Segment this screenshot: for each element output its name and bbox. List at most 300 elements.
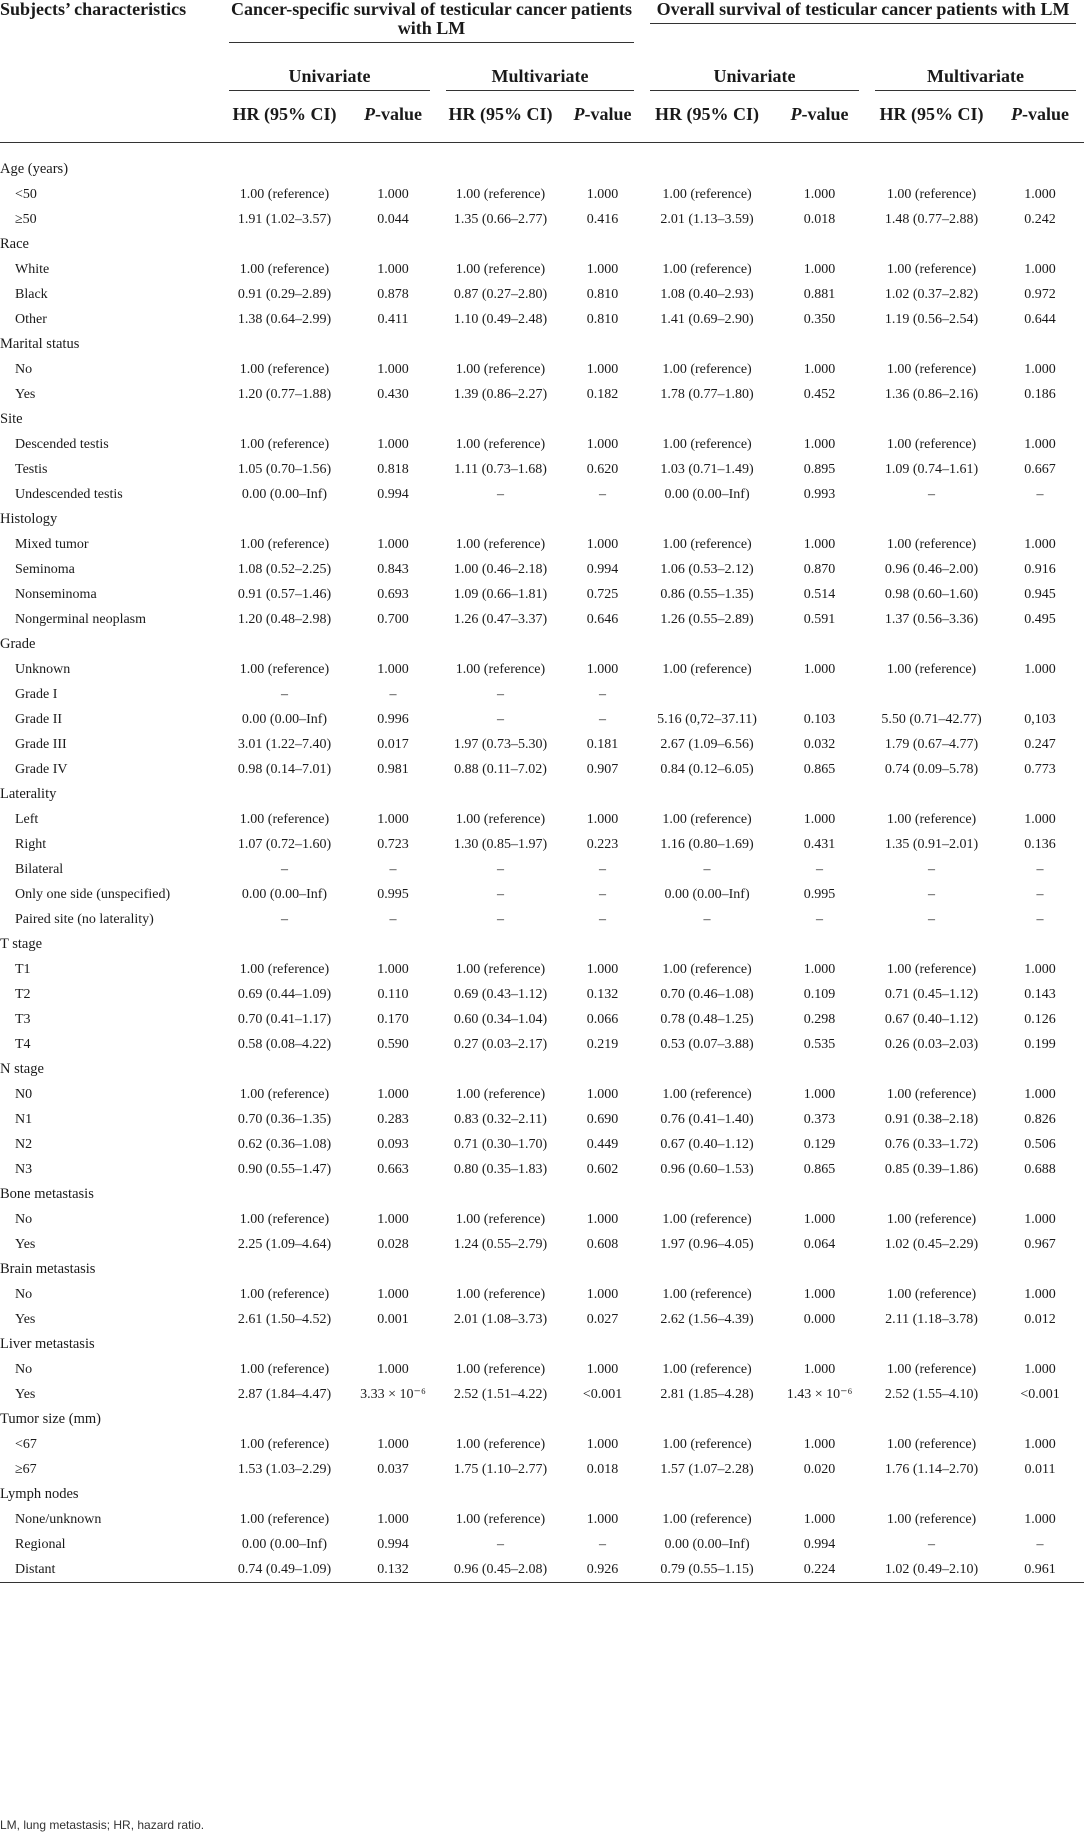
os-uni-hr-cell: 1.00 (reference): [662, 186, 752, 202]
os-uni-p-cell: 1.000: [803, 1086, 836, 1102]
css-multi-p-cell: <0.001: [582, 1386, 623, 1402]
os-uni-p-cell: [772, 682, 867, 707]
css-multi-hr-cell: 0.71 (0.30–1.70): [453, 1136, 548, 1152]
css-uni-p-cell: 1.000: [377, 811, 409, 827]
row-label: Black: [15, 286, 48, 302]
css-multi-hr-cell: 0.60 (0.34–1.04): [453, 1011, 548, 1027]
os-uni-hr-cell: 1.00 (reference): [662, 661, 752, 677]
category-row: [0, 232, 1084, 257]
table-row: [0, 807, 1084, 832]
css-multi-hr-cell: –: [497, 861, 504, 877]
css-uni-p-cell: 1.000: [377, 961, 409, 977]
css-multi-p-cell: 1.000: [586, 436, 619, 452]
css-uni-p-cell: 1.000: [377, 1286, 409, 1302]
os-uni-p-cell: 1.000: [803, 811, 836, 827]
css-uni-p-cell: 1.000: [377, 186, 409, 202]
os-uni-p-cell: 1.000: [803, 261, 836, 277]
os-multi-p-cell: 1.000: [1024, 811, 1056, 827]
os-uni-p-cell: 0.224: [803, 1561, 836, 1577]
os-multi-hr-cell: 1.02 (0.37–2.82): [884, 286, 979, 302]
category-label: Grade: [0, 636, 36, 652]
css-multi-hr-cell: 1.00 (reference): [455, 536, 546, 552]
os-multi-p-cell: 0.136: [1024, 836, 1056, 852]
row-label: Other: [15, 311, 47, 327]
os-uni-hr-cell: 0.86 (0.55–1.35): [660, 586, 754, 602]
css-multi-p-cell: 0.181: [586, 736, 619, 752]
category-row: [0, 1182, 1084, 1207]
css-multi-hr-cell: 1.11 (0.73–1.68): [454, 461, 547, 477]
table-row: [0, 257, 1084, 282]
header-p-letter: P: [364, 104, 375, 124]
css-uni-p-cell: 1.000: [377, 436, 409, 452]
os-uni-hr-cell: 0.96 (0.60–1.53): [660, 1161, 754, 1177]
css-multi-p-cell: 0.620: [586, 461, 619, 477]
css-uni-hr-cell: 1.00 (reference): [239, 1361, 330, 1377]
css-multi-hr-cell: –: [497, 711, 504, 727]
css-multi-hr-cell: 1.75 (1.10–2.77): [453, 1461, 548, 1477]
css-multi-hr-cell: –: [497, 886, 504, 902]
os-uni-hr-cell: 1.78 (0.77–1.80): [660, 386, 754, 402]
os-uni-hr-cell: 1.57 (1.07–2.28): [660, 1461, 754, 1477]
os-uni-hr-cell: 1.97 (0.96–4.05): [660, 1236, 754, 1252]
os-multi-hr-cell: 1.09 (0.74–1.61): [884, 461, 979, 477]
category-label: Histology: [0, 511, 58, 527]
css-multi-p-cell: 0.018: [586, 1461, 619, 1477]
table-row: [0, 357, 1084, 382]
css-multi-p-cell: 0.132: [586, 986, 619, 1002]
table-row: [0, 532, 1084, 557]
row-label: ≥50: [15, 211, 37, 227]
css-uni-hr-cell: 0.98 (0.14–7.01): [237, 761, 332, 777]
table-row: [0, 1007, 1084, 1032]
css-multi-p-cell: 0.646: [586, 611, 619, 627]
css-uni-hr-cell: 1.00 (reference): [239, 436, 330, 452]
row-label: Mixed tumor: [15, 536, 89, 552]
os-multi-p-cell: 1.000: [1024, 661, 1056, 677]
row-label: Only one side (unspecified): [15, 886, 171, 902]
css-multi-p-cell: 1.000: [586, 536, 619, 552]
os-multi-hr-cell: 0.74 (0.09–5.78): [884, 761, 979, 777]
css-uni-hr-cell: 1.38 (0.64–2.99): [237, 311, 332, 327]
table-row: [0, 582, 1084, 607]
css-uni-hr-cell: 2.87 (1.84–4.47): [237, 1386, 332, 1402]
os-uni-p-cell: 0.591: [803, 611, 836, 627]
os-multi-hr-cell: 0.26 (0.03–2.03): [884, 1036, 979, 1052]
table-row: [0, 1132, 1084, 1157]
css-uni-p-cell: 1.000: [377, 361, 409, 377]
os-multi-hr-cell: –: [928, 911, 936, 927]
row-label: Paired site (no laterality): [15, 911, 154, 927]
table-row: [0, 1107, 1084, 1132]
os-multi-hr-cell: 1.00 (reference): [886, 961, 977, 977]
css-multi-hr-cell: 1.26 (0.47–3.37): [453, 611, 548, 627]
css-multi-p-cell: 0.416: [586, 211, 619, 227]
css-multi-p-cell: 1.000: [586, 661, 619, 677]
table-row: [0, 1082, 1084, 1107]
header-subjects: Subjects’ characteristics: [0, 0, 187, 19]
os-multi-hr-cell: 1.00 (reference): [886, 1361, 977, 1377]
os-multi-p-cell: 0.247: [1024, 736, 1056, 752]
header-os-multivariate-text: Multivariate: [875, 66, 1076, 91]
os-uni-p-cell: 1.43 × 10⁻⁶: [786, 1387, 853, 1402]
css-uni-p-cell: 0.283: [377, 1111, 409, 1127]
css-multi-hr-cell: 1.00 (reference): [455, 961, 546, 977]
row-label: None/unknown: [15, 1511, 102, 1527]
os-uni-p-cell: 0.994: [803, 1536, 836, 1552]
os-multi-hr-cell: 1.00 (reference): [886, 436, 977, 452]
css-uni-p-cell: 0.996: [377, 711, 409, 727]
os-multi-hr-cell: 1.35 (0.91–2.01): [884, 836, 979, 852]
css-multi-hr-cell: –: [497, 486, 504, 502]
os-multi-p-cell: 0.011: [1024, 1461, 1056, 1477]
row-label: Grade I: [15, 686, 58, 702]
os-multi-p-cell: 1.000: [1024, 1436, 1056, 1452]
os-multi-p-cell: 0.012: [1024, 1311, 1056, 1327]
css-uni-p-cell: 0.723: [377, 836, 409, 852]
table-row: [0, 957, 1084, 982]
row-label: Yes: [15, 386, 36, 402]
css-multi-hr-cell: 1.00 (reference): [455, 186, 546, 202]
category-label: Race: [0, 236, 29, 252]
css-multi-hr-cell: 1.09 (0.66–1.81): [453, 586, 548, 602]
header-css-group: [221, 0, 642, 56]
css-multi-p-cell: –: [599, 686, 607, 702]
css-uni-p-cell: 0.044: [377, 211, 409, 227]
css-multi-hr-cell: 1.00 (reference): [455, 661, 546, 677]
row-label: N3: [15, 1161, 33, 1177]
table-row: [0, 382, 1084, 407]
css-multi-hr-cell: 1.00 (0.46–2.18): [453, 561, 548, 577]
os-multi-hr-cell: –: [928, 886, 936, 902]
os-multi-hr-cell: [867, 682, 996, 707]
os-multi-p-cell: 0.242: [1024, 211, 1056, 227]
os-multi-p-cell: 0.143: [1024, 986, 1056, 1002]
table-row: [0, 682, 1084, 707]
css-multi-hr-cell: 0.96 (0.45–2.08): [453, 1561, 548, 1577]
css-uni-p-cell: –: [389, 686, 397, 702]
row-label: Undescended testis: [15, 486, 123, 502]
os-multi-p-cell: –: [1036, 486, 1044, 502]
category-empty-cells: [221, 1407, 1084, 1432]
css-multi-p-cell: 1.000: [586, 961, 619, 977]
css-multi-p-cell: 0.690: [586, 1111, 619, 1127]
header-hr: HR (95% CI): [879, 104, 984, 124]
category-row: [0, 1482, 1084, 1507]
css-multi-p-cell: 0.027: [586, 1311, 619, 1327]
os-uni-hr-cell: 1.08 (0.40–2.93): [660, 286, 754, 302]
row-label: Yes: [15, 1386, 36, 1402]
table-footnote: LM, lung metastasis; HR, hazard ratio.: [0, 1818, 205, 1832]
os-uni-p-cell: 0.018: [803, 211, 836, 227]
os-uni-hr-cell: 0.00 (0.00–Inf): [664, 1536, 750, 1552]
header-hr: HR (95% CI): [232, 104, 337, 124]
css-uni-p-cell: 0.843: [377, 561, 409, 577]
os-uni-p-cell: 0.103: [803, 711, 836, 727]
header-p-suffix: -value: [584, 104, 632, 124]
os-multi-p-cell: 1.000: [1024, 536, 1056, 552]
os-multi-hr-cell: 0.91 (0.38–2.18): [884, 1111, 979, 1127]
os-multi-hr-cell: –: [928, 1536, 936, 1552]
os-multi-p-cell: 1.000: [1024, 261, 1056, 277]
os-multi-hr-cell: 1.00 (reference): [886, 1211, 977, 1227]
css-multi-p-cell: 0.182: [586, 386, 619, 402]
css-uni-hr-cell: 2.61 (1.50–4.52): [237, 1311, 332, 1327]
table-row: [0, 1382, 1084, 1407]
css-uni-hr-cell: 1.00 (reference): [239, 1086, 330, 1102]
css-uni-hr-cell: 1.20 (0.48–2.98): [237, 611, 332, 627]
css-uni-hr-cell: 1.00 (reference): [239, 661, 330, 677]
os-multi-hr-cell: 1.00 (reference): [886, 811, 977, 827]
table-row: [0, 1157, 1084, 1182]
os-uni-hr-cell: 0.53 (0.07–3.88): [660, 1036, 754, 1052]
category-row: [0, 1407, 1084, 1432]
os-uni-hr-cell: 1.41 (0.69–2.90): [660, 311, 754, 327]
table-row: [0, 282, 1084, 307]
os-uni-hr-cell: 1.00 (reference): [662, 536, 752, 552]
css-multi-p-cell: 0.223: [586, 836, 619, 852]
os-multi-p-cell: –: [1036, 886, 1044, 902]
category-label: Brain metastasis: [0, 1261, 96, 1277]
os-multi-hr-cell: 0.67 (0.40–1.12): [884, 1011, 979, 1027]
css-uni-hr-cell: 2.25 (1.09–4.64): [237, 1236, 332, 1252]
css-uni-hr-cell: 1.20 (0.77–1.88): [237, 386, 332, 402]
header-pvalue: [772, 94, 867, 143]
css-multi-p-cell: 0.907: [586, 761, 619, 777]
category-row: [0, 932, 1084, 957]
css-multi-p-cell: 0.219: [586, 1036, 619, 1052]
os-multi-p-cell: 0.773: [1024, 761, 1056, 777]
css-multi-hr-cell: 1.00 (reference): [455, 1511, 546, 1527]
row-label: White: [15, 261, 50, 277]
css-uni-p-cell: 1.000: [377, 1086, 409, 1102]
table-row: [0, 657, 1084, 682]
header-hr: HR (95% CI): [448, 104, 553, 124]
category-label: Tumor size (mm): [0, 1411, 101, 1427]
category-row: [0, 1332, 1084, 1357]
header-pvalue: [563, 94, 642, 143]
css-multi-p-cell: 1.000: [586, 1211, 619, 1227]
css-uni-p-cell: 0.001: [377, 1311, 409, 1327]
css-multi-hr-cell: 1.00 (reference): [455, 1361, 546, 1377]
os-multi-hr-cell: 1.36 (0.86–2.16): [884, 386, 979, 402]
css-multi-hr-cell: 0.88 (0.11–7.02): [454, 761, 547, 777]
os-uni-p-cell: 0.109: [803, 986, 836, 1002]
header-p-suffix: -value: [801, 104, 849, 124]
category-label: Marital status: [0, 336, 80, 352]
css-multi-hr-cell: 2.01 (1.08–3.73): [453, 1311, 548, 1327]
os-uni-hr-cell: [642, 682, 772, 707]
row-label: ≥67: [15, 1461, 37, 1477]
os-uni-p-cell: 0.535: [803, 1036, 836, 1052]
category-empty-cells: [221, 332, 1084, 357]
category-row: [0, 632, 1084, 657]
css-multi-p-cell: 1.000: [586, 261, 619, 277]
css-uni-hr-cell: 1.08 (0.52–2.25): [237, 561, 332, 577]
css-uni-p-cell: 0.693: [377, 586, 409, 602]
os-uni-p-cell: 0.452: [803, 386, 836, 402]
css-multi-p-cell: –: [599, 486, 607, 502]
header-p-letter: P: [1011, 104, 1023, 124]
css-multi-hr-cell: 0.83 (0.32–2.11): [454, 1111, 547, 1127]
css-uni-hr-cell: 0.74 (0.49–1.09): [237, 1561, 332, 1577]
os-multi-hr-cell: 1.00 (reference): [886, 1511, 977, 1527]
os-uni-hr-cell: 0.00 (0.00–Inf): [664, 486, 750, 502]
os-uni-p-cell: –: [816, 911, 824, 927]
css-uni-hr-cell: 1.00 (reference): [239, 1511, 330, 1527]
header-os-multivariate: [867, 56, 1084, 94]
css-uni-hr-cell: 0.90 (0.55–1.47): [237, 1161, 332, 1177]
os-uni-hr-cell: 0.76 (0.41–1.40): [660, 1111, 754, 1127]
css-multi-hr-cell: 1.00 (reference): [455, 1436, 546, 1452]
os-uni-p-cell: 1.000: [803, 661, 836, 677]
row-label: T1: [15, 961, 31, 977]
os-uni-hr-cell: 2.01 (1.13–3.59): [660, 211, 754, 227]
css-uni-hr-cell: 0.70 (0.41–1.17): [237, 1011, 332, 1027]
row-label: Yes: [15, 1311, 36, 1327]
header-css-univariate-text: Univariate: [229, 66, 430, 91]
css-uni-hr-cell: 1.00 (reference): [239, 961, 330, 977]
os-multi-p-cell: 0.945: [1024, 586, 1056, 602]
table-row: [0, 432, 1084, 457]
row-label: Grade II: [15, 711, 63, 727]
os-multi-hr-cell: 0.85 (0.39–1.86): [884, 1161, 979, 1177]
css-multi-p-cell: 1.000: [586, 1286, 619, 1302]
os-multi-p-cell: 0.688: [1024, 1161, 1056, 1177]
os-multi-hr-cell: 0.76 (0.33–1.72): [884, 1136, 979, 1152]
os-uni-hr-cell: 1.00 (reference): [662, 261, 752, 277]
row-label: Nonseminoma: [15, 586, 97, 602]
os-multi-hr-cell: 1.00 (reference): [886, 361, 977, 377]
os-multi-p-cell: 0.199: [1024, 1036, 1056, 1052]
os-multi-p-cell: 0.506: [1024, 1136, 1056, 1152]
os-multi-hr-cell: 0.71 (0.45–1.12): [884, 986, 979, 1002]
category-label: N stage: [0, 1061, 44, 1077]
row-label: N0: [15, 1086, 33, 1102]
os-multi-p-cell: <0.001: [1020, 1386, 1060, 1402]
table-row: [0, 1357, 1084, 1382]
os-uni-hr-cell: 0.79 (0.55–1.15): [660, 1561, 754, 1577]
category-row: [0, 1057, 1084, 1082]
css-multi-hr-cell: 0.80 (0.35–1.83): [453, 1161, 548, 1177]
category-empty-cells: [221, 407, 1084, 432]
header-css-univariate: [221, 56, 438, 94]
row-label: No: [15, 361, 33, 377]
os-uni-p-cell: 0.865: [803, 761, 836, 777]
header-pvalue: [996, 94, 1084, 143]
category-row: [0, 157, 1084, 182]
os-multi-hr-cell: 0.96 (0.46–2.00): [884, 561, 979, 577]
css-uni-hr-cell: –: [281, 911, 288, 927]
row-label: Left: [15, 811, 39, 827]
table-row: [0, 1232, 1084, 1257]
os-uni-hr-cell: 1.00 (reference): [662, 436, 752, 452]
css-multi-hr-cell: –: [497, 911, 504, 927]
os-multi-hr-cell: 2.52 (1.55–4.10): [884, 1386, 979, 1402]
os-multi-hr-cell: –: [928, 861, 936, 877]
row-label: Unknown: [15, 661, 71, 677]
os-multi-hr-cell: 1.00 (reference): [886, 186, 977, 202]
os-uni-p-cell: 1.000: [803, 536, 836, 552]
css-multi-hr-cell: 1.10 (0.49–2.48): [453, 311, 548, 327]
table-row: [0, 1307, 1084, 1332]
css-uni-p-cell: 0.093: [377, 1136, 409, 1152]
row-label: No: [15, 1211, 33, 1227]
css-multi-p-cell: –: [599, 911, 607, 927]
os-multi-p-cell: 0.495: [1024, 611, 1056, 627]
header-css-multivariate: [438, 56, 642, 94]
css-uni-p-cell: 1.000: [377, 1511, 409, 1527]
os-multi-hr-cell: 1.00 (reference): [886, 536, 977, 552]
css-multi-hr-cell: –: [497, 1536, 504, 1552]
os-multi-hr-cell: 1.00 (reference): [886, 1436, 977, 1452]
os-multi-p-cell: 0.916: [1024, 561, 1056, 577]
row-label: T2: [15, 986, 31, 1002]
os-uni-p-cell: 0.865: [803, 1161, 836, 1177]
category-empty-cells: [221, 932, 1084, 957]
table-body: [0, 157, 1084, 1583]
css-uni-p-cell: 0.981: [377, 761, 409, 777]
category-row: [0, 332, 1084, 357]
os-multi-hr-cell: 1.02 (0.45–2.29): [884, 1236, 979, 1252]
css-multi-p-cell: 0.994: [586, 561, 619, 577]
table-row: [0, 732, 1084, 757]
header-css-group-text: Cancer-specific survival of testicular cancer patients with LM: [229, 0, 634, 43]
os-uni-hr-cell: –: [703, 911, 711, 927]
os-multi-p-cell: 0.667: [1024, 461, 1056, 477]
css-uni-p-cell: 0.028: [377, 1236, 409, 1252]
css-uni-p-cell: 0.995: [377, 886, 409, 902]
css-multi-p-cell: 0.725: [586, 586, 619, 602]
css-uni-p-cell: 1.000: [377, 1436, 409, 1452]
category-empty-cells: [221, 507, 1084, 532]
row-label: Regional: [15, 1536, 66, 1552]
category-label: T stage: [0, 936, 43, 952]
header-os-univariate: [642, 56, 867, 94]
css-multi-p-cell: –: [599, 861, 607, 877]
os-multi-p-cell: 0.126: [1024, 1011, 1056, 1027]
os-uni-p-cell: 0.995: [803, 886, 836, 902]
table-row: [0, 482, 1084, 507]
css-uni-p-cell: 1.000: [377, 261, 409, 277]
css-multi-p-cell: 0.449: [586, 1136, 619, 1152]
os-uni-p-cell: 1.000: [803, 1286, 836, 1302]
os-multi-hr-cell: 1.00 (reference): [886, 1086, 977, 1102]
os-multi-p-cell: 0.826: [1024, 1111, 1056, 1127]
os-uni-p-cell: 0.514: [803, 586, 836, 602]
css-multi-hr-cell: 1.00 (reference): [455, 1211, 546, 1227]
os-uni-hr-cell: 1.00 (reference): [662, 1086, 752, 1102]
os-multi-p-cell: –: [1036, 911, 1044, 927]
row-label: Descended testis: [15, 436, 109, 452]
table-row: [0, 857, 1084, 882]
os-uni-p-cell: 1.000: [803, 186, 836, 202]
header-os-group-text: Overall survival of testicular cancer patients with LM: [650, 0, 1076, 24]
header-p-suffix: -value: [375, 104, 422, 124]
css-uni-p-cell: 0.663: [377, 1161, 409, 1177]
css-multi-hr-cell: 1.30 (0.85–1.97): [453, 836, 548, 852]
css-uni-p-cell: 0.037: [377, 1461, 409, 1477]
header-p-letter: P: [790, 104, 802, 124]
category-empty-cells: [221, 1057, 1084, 1082]
os-multi-hr-cell: 1.19 (0.56–2.54): [884, 311, 979, 327]
css-multi-hr-cell: 1.00 (reference): [455, 436, 546, 452]
os-multi-hr-cell: –: [928, 486, 936, 502]
os-multi-p-cell: 0.967: [1024, 1236, 1056, 1252]
os-uni-p-cell: 1.000: [803, 361, 836, 377]
os-multi-p-cell: 1.000: [1024, 1361, 1056, 1377]
table-row: [0, 707, 1084, 732]
row-label: No: [15, 1286, 33, 1302]
